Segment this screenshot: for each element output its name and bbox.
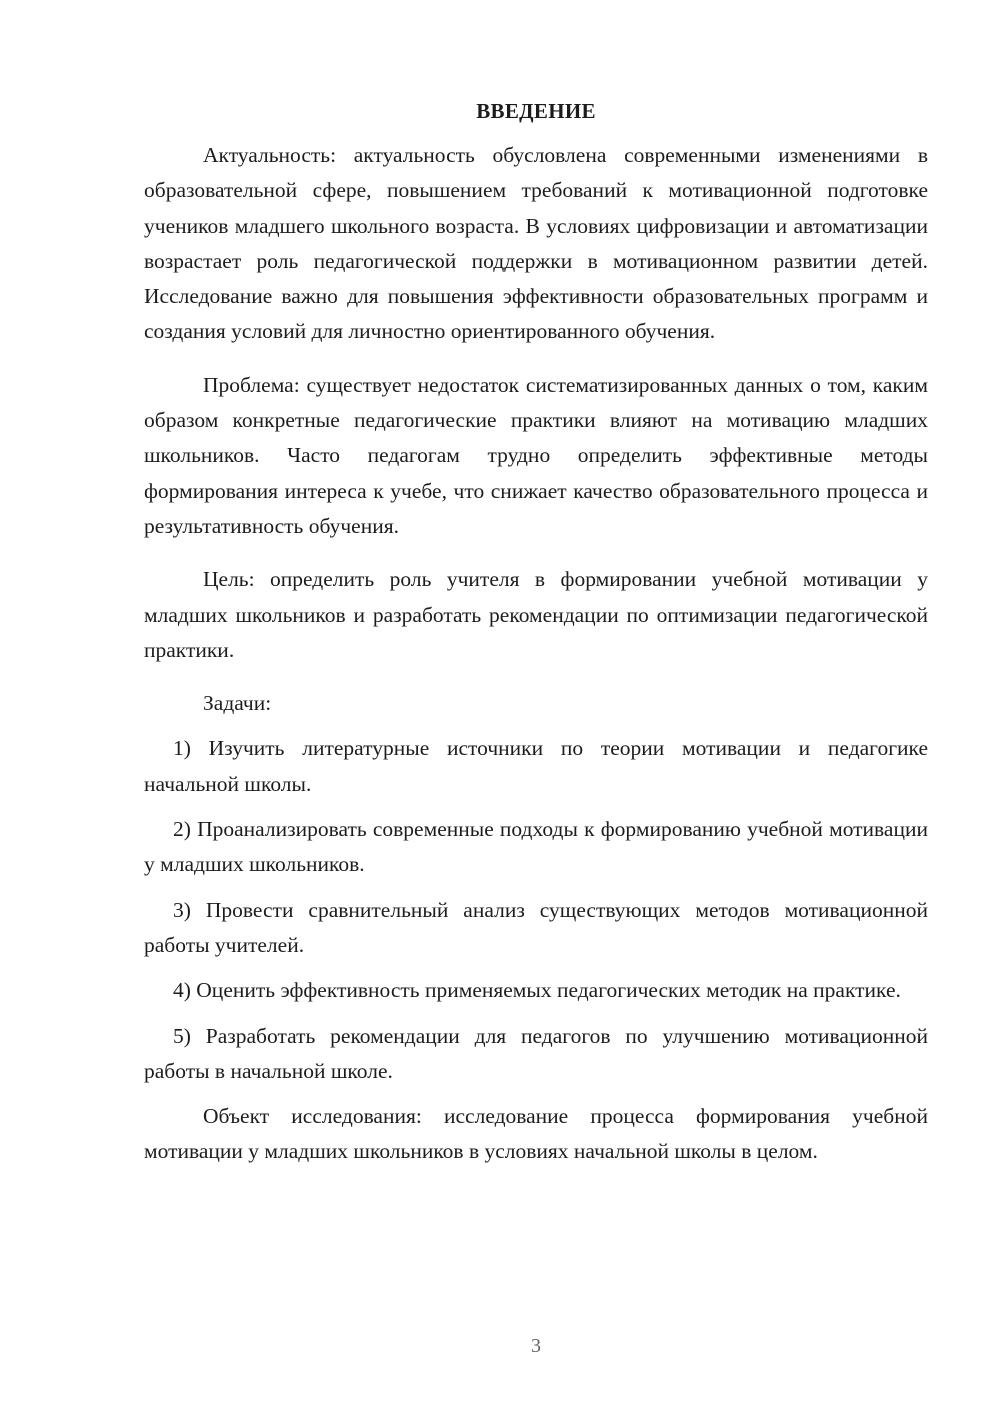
section-heading: ВВЕДЕНИЕ bbox=[476, 99, 596, 123]
list-item: 2) Проанализировать современные подходы к формированию учебной мотивации у младших школьников. bbox=[144, 817, 928, 877]
page-content bbox=[144, 96, 928, 1170]
list-item: 3) Провести сравнительный анализ существующих методов мотивационной работы учителей. bbox=[144, 897, 928, 957]
tasks-list bbox=[144, 731, 928, 1089]
goal-paragraph: Цель: определить роль учителя в формировании учебной мотивации у младших школьников и разработать рекомендации по оптимизации педагогической практики. bbox=[144, 567, 928, 662]
list-item: 5) Разработать рекомендации для педагогов по улучшению мотивационной работы в начальной школе. bbox=[144, 1023, 928, 1083]
relevance-paragraph: Актуальность: актуальность обусловлена современными изменениями в образовательной сфере, повышением требований к мотивационной подготовке учеников младшего школьного возраста. В условиях цифровизации и автоматизации возрастает роль педагогической поддержки в мотивационном развитии детей. Исследование важно для повышения эффективности образовательных программ и создания условий для личностно ориентированного обучения. bbox=[144, 143, 928, 344]
list-item: 4) Оценить эффективность применяемых педагогических методик на практике. bbox=[173, 978, 901, 1003]
list-item: 1) Изучить литературные источники по теории мотивации и педагогике начальной школы. bbox=[144, 736, 928, 796]
page-number: 3 bbox=[531, 1335, 541, 1357]
problem-paragraph: Проблема: существует недостаток систематизированных данных о том, каким образом конкретные педагогические практики влияют на мотивацию младших школьников. Часто педагогам трудно определить эффективные методы формирования интереса к учебе, что снижает качество образовательного процесса и результативность обучения. bbox=[144, 372, 928, 538]
object-paragraph: Объект исследования: исследование процесса формирования учебной мотивации у младших школьников в условиях начальной школы в целом. bbox=[144, 1104, 928, 1164]
tasks-label: Задачи: bbox=[203, 691, 272, 716]
